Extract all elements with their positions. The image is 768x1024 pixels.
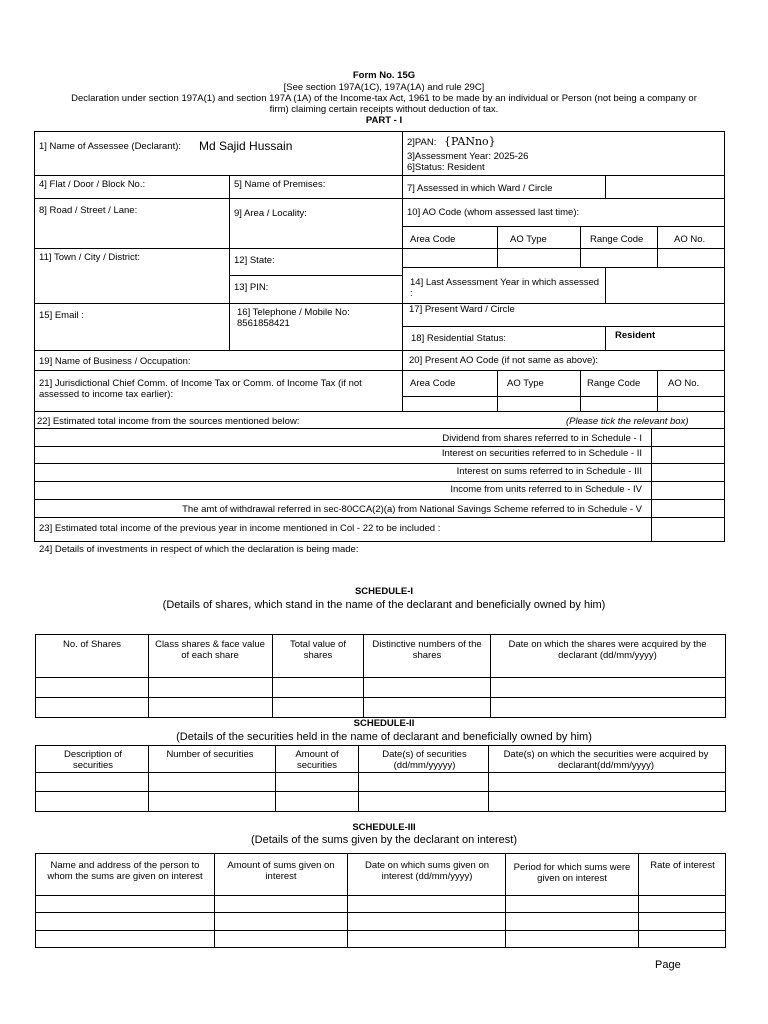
pan-value[interactable]: {PANno} xyxy=(444,135,496,148)
residential-status-label: 18] Residential Status: xyxy=(411,333,507,344)
phone-value[interactable]: 8561858421 xyxy=(237,318,290,329)
income-row-nss: The amt of withdrawal referred in sec-80CCA(2)(a) from National Savings Scheme referred to in Schedule - V xyxy=(182,504,642,515)
ward-label: 7] Assessed in which Ward / Circle xyxy=(407,183,553,194)
ao-no-header: AO No. xyxy=(674,234,706,245)
present-range-code-header: Range Code xyxy=(587,378,641,389)
area-label: 9] Area / Locality: xyxy=(234,208,307,219)
town-label: 11] Town / City / District: xyxy=(39,252,141,263)
present-ao-no-header: AO No. xyxy=(668,378,700,389)
state-label: 12] State: xyxy=(234,255,275,266)
residential-status-value[interactable]: Resident xyxy=(615,330,656,341)
form-sections: [See section 197A(1C), 197A(1A) and rule 29C] xyxy=(283,82,485,93)
tick-box-nss[interactable] xyxy=(652,500,724,517)
schedule1-title: SCHEDULE-I xyxy=(354,586,414,597)
pan-label: 2]PAN: xyxy=(407,137,437,148)
schedule3-title: SCHEDULE-III xyxy=(352,822,416,833)
sch3-col-name: Name and address of the person to whom the sums are given on interest xyxy=(47,860,203,882)
prev-year-label: 23] Estimated total income of the previous year in income mentioned in Col - 22 to be included : xyxy=(39,523,441,534)
sch1-col-class: Class shares & face value of each share xyxy=(155,639,265,661)
present-ao-label: 20] Present AO Code (if not same as above): xyxy=(409,355,599,366)
schedule2-title: SCHEDULE-II xyxy=(353,718,415,729)
schedule1-subtitle: (Details of shares, which stand in the name of the declarant and beneficially owned by him) xyxy=(162,599,606,611)
ao-type-header: AO Type xyxy=(510,234,547,245)
road-label: 8] Road / Street / Lane: xyxy=(39,205,138,216)
form-number: Form No. 15G xyxy=(352,70,416,81)
last-assessment-label: 14] Last Assessment Year in which assessed : xyxy=(410,277,600,299)
part-title: PART - I xyxy=(365,115,403,126)
jurisdiction-label: 21] Jurisdictional Chief Comm. of Income Tax or Comm. of Income Tax (if not assessed to income tax earlier): xyxy=(39,378,362,400)
present-ao-type-header: AO Type xyxy=(507,378,544,389)
declaration-line-1: Declaration under section 197A(1) and section 197A (1A) of the Income-tax Act, 1961 to be made by an individual or Person (not being a company or xyxy=(71,93,697,104)
present-area-code-header: Area Code xyxy=(410,378,456,389)
flat-label: 4] Flat / Door / Block No.: xyxy=(39,179,146,190)
sch1-col-distinctive: Distinctive numbers of the shares xyxy=(372,639,482,661)
schedule3-subtitle: (Details of the sums given by the declarant on interest) xyxy=(251,834,517,846)
sch2-col-number: Number of securities xyxy=(166,749,254,760)
area-code-header: Area Code xyxy=(410,234,456,245)
tick-box-sums[interactable] xyxy=(652,464,724,481)
name-label: 1] Name of Assessee (Declarant): xyxy=(39,141,182,152)
income-row-sums: Interest on sums referred to in Schedule - III xyxy=(456,466,642,477)
sch1-col-shares: No. of Shares xyxy=(62,639,122,650)
sch3-col-date: Date on which sums given on interest (dd/mm/yyyy) xyxy=(364,860,490,882)
page-label: Page xyxy=(655,959,681,971)
sch3-col-amount: Amount of sums given on interest xyxy=(227,860,335,882)
investments-label: 24] Details of investments in respect of which the declaration is being made: xyxy=(39,544,359,555)
sch2-col-acquired: Date(s) on which the securities were acquired by declarant(dd/mm/yyyy) xyxy=(503,749,709,771)
income-row-securities: Interest on securities referred to in Schedule - II xyxy=(441,448,642,459)
declaration-line-2: firm) claiming certain receipts without deduction of tax. xyxy=(269,104,499,115)
premises-label: 5] Name of Premises: xyxy=(234,179,326,190)
range-code-header: Range Code xyxy=(590,234,644,245)
income-row-units: Income from units referred to in Schedule - IV xyxy=(450,484,642,495)
tick-box-units[interactable] xyxy=(652,482,724,499)
present-ward-label: 17] Present Ward / Circle xyxy=(409,304,515,315)
status: 6]Status: Resident xyxy=(407,162,485,173)
tick-box-securities[interactable] xyxy=(652,447,724,463)
sch3-col-period: Period for which sums were given on interest xyxy=(513,862,631,884)
schedule2-subtitle: (Details of the securities held in the name of declarant and beneficially owned by him) xyxy=(176,731,592,743)
sch2-col-description: Description of securities xyxy=(63,749,123,771)
phone-label: 16] Telephone / Mobile No: xyxy=(237,307,350,318)
sch1-col-date: Date on which the shares were acquired by the declarant (dd/mm/yyyy) xyxy=(508,639,707,661)
sch2-col-amount: Amount of securities xyxy=(295,749,339,771)
assessment-year: 3]Assessment Year: 2025-26 xyxy=(407,151,529,162)
email-label: 15] Email : xyxy=(39,310,84,321)
sch1-col-total: Total value of shares xyxy=(290,639,346,661)
business-label: 19] Name of Business / Occupation: xyxy=(39,356,191,367)
sch3-col-rate: Rate of interest xyxy=(650,860,715,871)
tick-box-dividend[interactable] xyxy=(652,429,724,446)
pin-label: 13] PIN: xyxy=(234,282,269,293)
tick-note: (Please tick the relevant box) xyxy=(566,416,689,427)
sch2-col-dates: Date(s) of securities (dd/mm/yyyyy) xyxy=(382,749,467,771)
name-value[interactable]: Md Sajid Hussain xyxy=(199,139,293,153)
ao-code-label: 10] AO Code (whom assessed last time): xyxy=(407,207,580,218)
income-row-dividend: Dividend from shares referred to in Schedule - I xyxy=(442,433,642,444)
est-income-label: 22] Estimated total income from the sources mentioned below: xyxy=(37,416,300,427)
